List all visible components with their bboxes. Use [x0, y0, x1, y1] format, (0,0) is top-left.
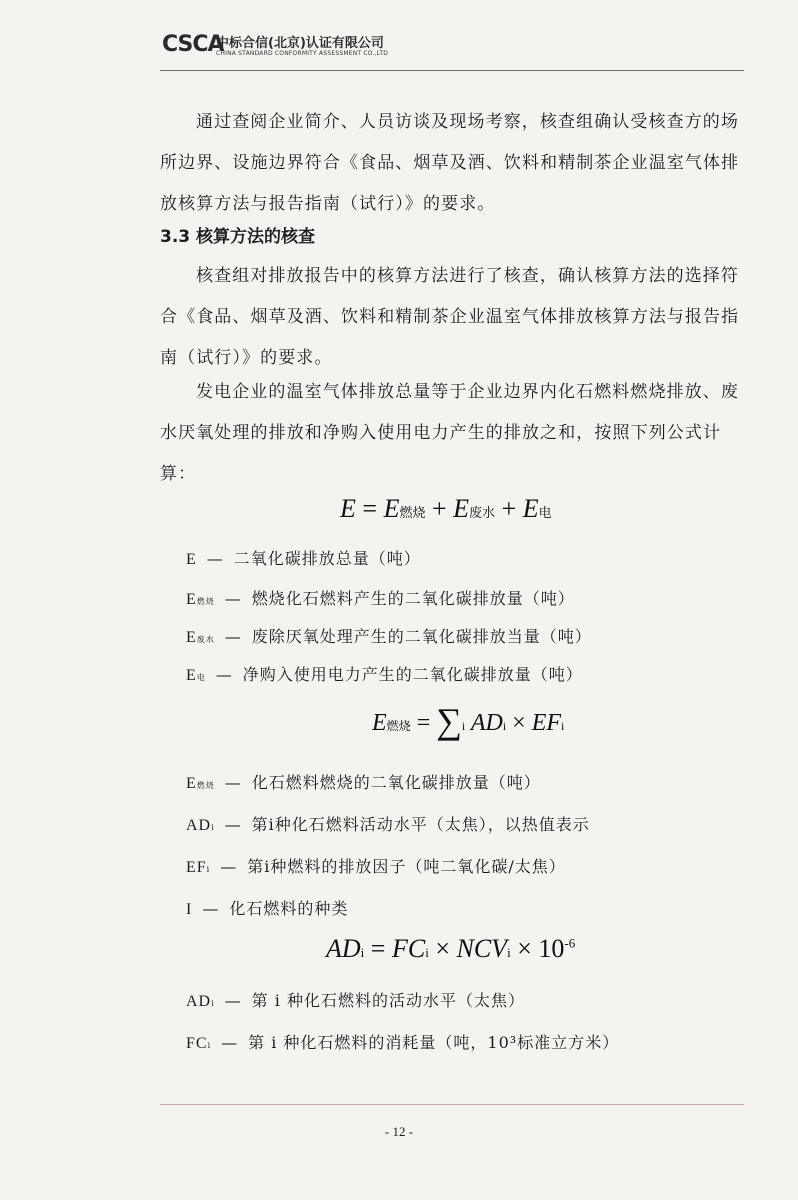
definition-ef: EFi — 第i种燃料的排放因子（吨二氧化碳/太焦） [186, 857, 566, 876]
definition-ad: ADi — 第i种化石燃料活动水平（太焦），以热值表示 [186, 815, 590, 834]
definition-ad-2: ADi — 第 i 种化石燃料的活动水平（太焦） [186, 991, 525, 1010]
company-name-en: CHINA STANDARD CONFORMITY ASSESSMENT CO.,LTD [216, 50, 389, 57]
section-title: 3.3 核算方法的核查 [160, 227, 316, 247]
formula-total-emission: E = E燃烧 + E废水 + E电 [340, 494, 552, 523]
definition-e-wastewater: E废水 — 废除厌氧处理产生的二氧化碳排放当量（吨） [186, 627, 592, 646]
formula-activity-data: ADi = FCi × NCVi × $10^{-6}$ [326, 934, 576, 963]
definition-e-total: E — 二氧化碳排放总量（吨） [186, 549, 421, 568]
company-name-cn: 中标合信(北京)认证有限公司 [216, 36, 384, 51]
definition-fc: FCi — 第 i 种化石燃料的消耗量（吨，10³标准立方米） [186, 1033, 620, 1052]
paragraph-boundary-check: 通过查阅企业简介、人员访谈及现场考察，核查组确认受核查方的场所边界、设施边界符合《食品、烟草及酒、饮料和精制茶企业温室气体排放核算方法与报告指南（试行）》的要求。 [160, 112, 740, 214]
formula-combustion-emission: E燃烧 = ∑i ADi × EFi [372, 701, 565, 741]
definition-e-electricity: E电 — 净购入使用电力产生的二氧化碳排放量（吨） [186, 665, 583, 684]
header-divider [160, 70, 744, 71]
definition-e-combustion-2: E燃烧 — 化石燃料燃烧的二氧化碳排放量（吨） [186, 773, 541, 792]
definition-e-combustion: E燃烧 — 燃烧化石燃料产生的二氧化碳排放量（吨） [186, 589, 575, 608]
footer-divider [160, 1104, 744, 1105]
page-number: - 12 - [384, 1124, 414, 1139]
page-header [160, 28, 744, 70]
definition-i: I — 化石燃料的种类 [186, 899, 349, 918]
paragraph-total-emission: 发电企业的温室气体排放总量等于企业边界内化石燃料燃烧排放、废水厌氧处理的排放和净购入使用电力产生的排放之和，按照下列公式计算： [160, 382, 739, 484]
company-logo: CSCA [162, 32, 224, 57]
paragraph-method-check: 核查组对排放报告中的核算方法进行了核查，确认核算方法的选择符合《食品、烟草及酒、饮料和精制茶企业温室气体排放核算方法与报告指南（试行）》的要求。 [160, 266, 740, 368]
